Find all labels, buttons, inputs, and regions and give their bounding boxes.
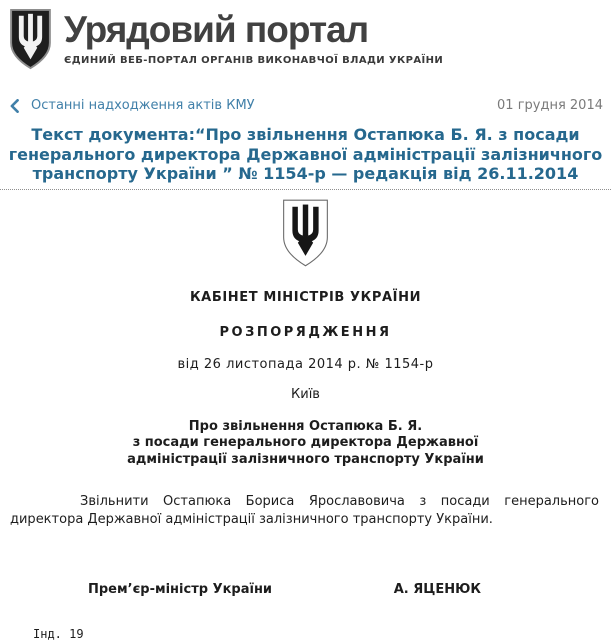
chevron-left-icon [10,99,19,113]
document-date-number: від 26 листопада 2014 р. № 1154-р [177,356,434,372]
subject-line: адміністрації залізничного транспорту України [127,452,484,468]
document-type: РОЗПОРЯДЖЕННЯ [219,324,392,340]
site-title: Урядовий портал [64,9,369,50]
state-emblem-icon [278,198,333,269]
back-link[interactable] [10,98,255,113]
site-header [0,0,611,78]
back-link-label: Останні надходження актів КМУ [31,98,255,113]
header-text-block [64,8,443,66]
document-index: Інд. 19 [33,627,84,641]
signer-title: Прем’єр-міністр України [88,582,273,598]
tryzub-logo-icon [6,8,55,71]
document-body [0,190,611,641]
site-subtitle: ЄДИНИЙ ВЕБ-ПОРТАЛ ОРГАНІВ ВИКОНАВЧОЇ ВЛАДИ УКРАЇНИ [64,54,444,66]
document-text: Звільнити Остапюка Бориса Ярославовича з посади генерального директора Державної адміністрації залізничного транспорту України. [10,494,599,527]
breadcrumb-bar [0,98,611,113]
signer-name: А. ЯЦЕНЮК [393,582,481,598]
document-city: Київ [291,386,320,402]
subject-line: з посади генерального директора Державної [132,435,479,451]
signature-row [88,582,481,597]
issuing-authority: КАБІНЕТ МІНІСТРІВ УКРАЇНИ [189,289,422,305]
page-title: Текст документа:“Про звільнення Остапюка Б. Я. з посади генерального директора Державної адміністрації залізничного транспорту України ” № 1154-р — редакція від 26.11.2014 [8,125,603,184]
document-subject [0,419,611,470]
current-date: 01 грудня 2014 [497,98,603,113]
subject-line: Про звільнення Остапюка Б. Я. [188,418,423,434]
